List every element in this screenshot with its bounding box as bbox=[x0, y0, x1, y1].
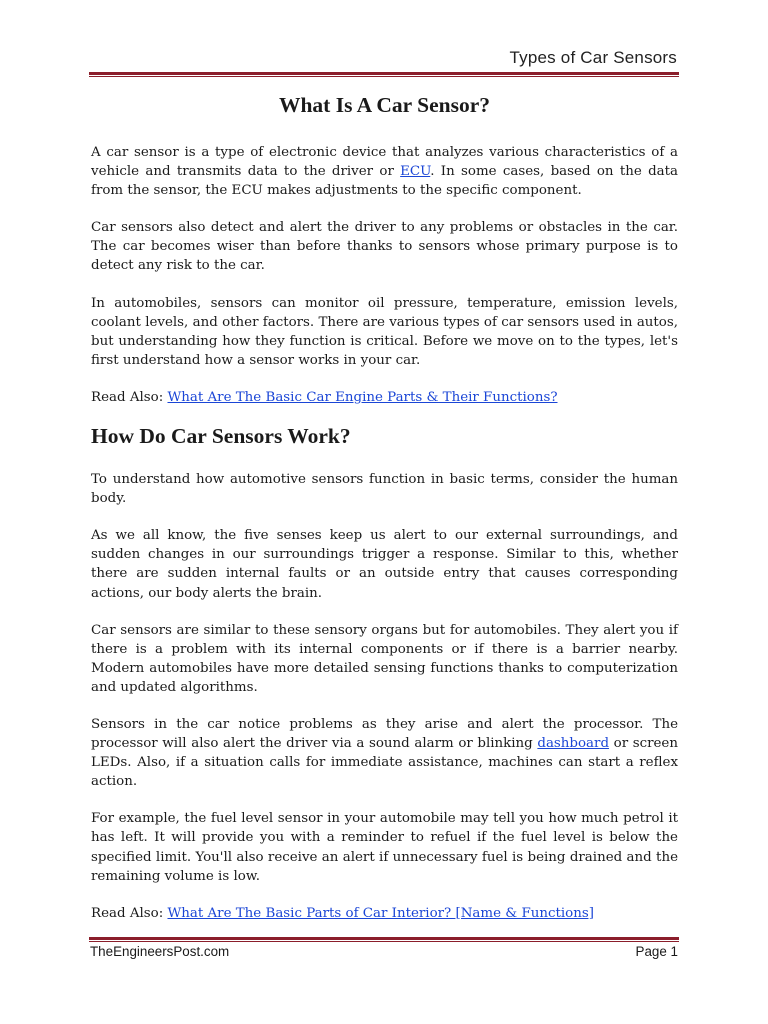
section-paragraph-1: To understand how automotive sensors function in basic terms, consider the human body. bbox=[91, 472, 678, 507]
section-paragraph-5: For example, the fuel level sensor in your automobile may tell you how much petrol it has left. It will provide you with a reminder to refuel if the fuel level is below the specified limit. You'll also receive an alert if unnecessary fuel is being drained and the remaining volume is low. bbox=[91, 811, 678, 884]
section-paragraph-2: As we all know, the five senses keep us alert to our external surroundings, and sudden changes in our surroundings trigger a response. Similar to this, whether there are sudden internal faults or an outside entry that causes corresponding actions, our body alerts the brain. bbox=[91, 528, 678, 601]
engine-parts-link[interactable]: What Are The Basic Car Engine Parts & Their Functions? bbox=[167, 389, 558, 405]
read-also-label: Read Also: bbox=[91, 389, 168, 405]
footer-page-number: Page 1 bbox=[635, 944, 678, 959]
intro-p1-text-b: . In some cases, based on the data from the sensor, the ECU makes adjustments to the specific component. bbox=[91, 164, 678, 199]
section-p4-text-a: Sensors in the car notice problems as they arise and alert the processor. The processor will also alert the driver via a sound alarm or blinking bbox=[91, 716, 678, 752]
page-title: What Is A Car Sensor? bbox=[278, 93, 491, 117]
ecu-link[interactable]: ECU bbox=[400, 164, 431, 180]
header-title: Types of Car Sensors bbox=[509, 48, 677, 67]
main-content bbox=[91, 90, 678, 923]
intro-paragraph-1 bbox=[91, 143, 678, 200]
section-paragraph-3: Car sensors are similar to these sensory organs but for automobiles. They alert you if there is a problem with its internal components or if there is a barrier nearby. Modern automobiles have more detailed sensing functions thanks to computerization and updated algorithms. bbox=[91, 622, 678, 695]
section-paragraph-4 bbox=[91, 715, 678, 791]
footer-site: TheEngineersPost.com bbox=[90, 944, 230, 959]
dashboard-link[interactable]: dashboard bbox=[537, 736, 610, 752]
footer-rule bbox=[89, 937, 679, 942]
car-interior-link[interactable]: What Are The Basic Parts of Car Interior? [Name & Functions] bbox=[167, 905, 594, 921]
read-also-2 bbox=[91, 904, 678, 923]
read-also-label: Read Also: bbox=[91, 905, 168, 921]
intro-paragraph-3: In automobiles, sensors can monitor oil pressure, temperature, emission levels, coolant levels, and other factors. There are various types of car sensors used in autos, but understanding how they function is critical. Before we move on to the types, let's first understand how a sensor works in your car. bbox=[91, 295, 678, 368]
section-title: How Do Car Sensors Work? bbox=[91, 424, 351, 449]
section-p4-text-b: or screen LEDs. Also, if a situation calls for immediate assistance, machines can start a reflex action. bbox=[91, 736, 678, 790]
header-rule bbox=[89, 72, 679, 77]
read-also-1 bbox=[91, 388, 678, 407]
intro-p1-text-a: A car sensor is a type of electronic device that analyzes various characteristics of a vehicle and transmits data to the driver or bbox=[91, 145, 678, 180]
intro-paragraph-2: Car sensors also detect and alert the driver to any problems or obstacles in the car. The car becomes wiser than before thanks to sensors whose primary purpose is to detect any risk to the car. bbox=[91, 220, 678, 274]
